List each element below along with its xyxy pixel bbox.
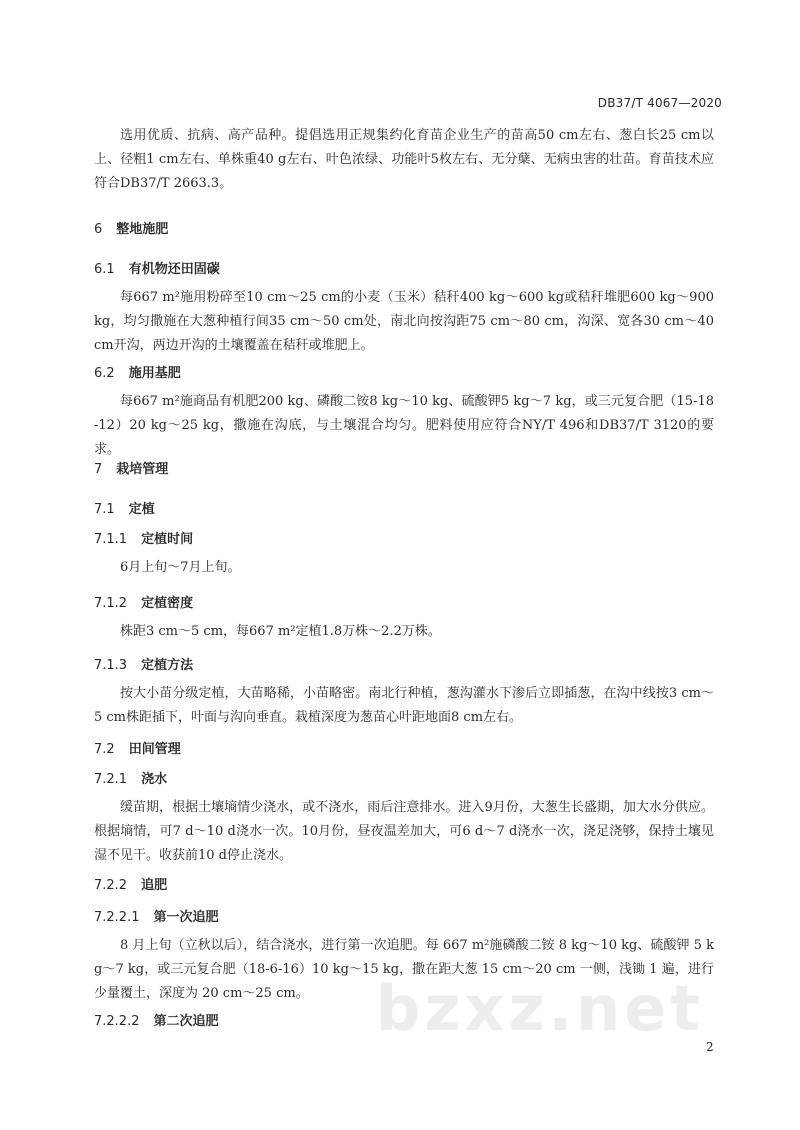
standard-code: DB37/T 4067—2020	[597, 96, 722, 110]
section-number: 7.2.2.1	[94, 910, 140, 925]
section-number: 7	[94, 462, 103, 477]
section-7-2-1-heading	[94, 768, 167, 787]
section-7-2-1-paragraph: 缓苗期，根据土壤墒情少浇水，或不浇水，雨后注意排水。进入9月份，大葱生长盛期，加大水分供应。根据墒情，可7 d～10 d浇水一次。10月份，昼夜温差加大，可6 d～7 d浇水一次，浇足浇够，保持土壤见湿不见干。收获前10 d停止浇水。	[94, 800, 714, 863]
section-title: 整地施肥	[116, 222, 169, 237]
section-number: 7.2	[94, 742, 115, 757]
section-7-1-1-heading	[94, 528, 193, 547]
section-number: 6	[94, 222, 103, 237]
section-7-2-2-1-heading	[94, 906, 219, 925]
section-7-1-1-paragraph: 6月上旬～7月上旬。	[120, 560, 241, 575]
section-title: 定植时间	[141, 532, 194, 547]
intro-paragraph: 选用优质、抗病、高产品种。提倡选用正规集约化育苗企业生产的苗高50 cm左右、葱白长25 cm以上、径粗1 cm左右、单株重40 g左右、叶色浓绿、功能叶5枚左右、无分蘖、无病虫害的壮苗。育苗技术应符合DB37/T 2663.3。	[94, 128, 714, 191]
section-title: 施用基肥	[128, 366, 181, 381]
page-number: 2	[706, 1040, 714, 1054]
section-7-1-3-heading	[94, 654, 193, 673]
section-6-1-heading	[94, 258, 220, 277]
section-7-2-2-heading	[94, 874, 167, 893]
section-6-heading	[94, 218, 168, 237]
section-number: 7.1.1	[94, 532, 128, 547]
section-title: 浇水	[141, 772, 168, 787]
section-7-1-2-paragraph: 株距3 cm～5 cm，每667 m²定植1.8万株～2.2万株。	[120, 624, 441, 639]
section-number: 6.2	[94, 366, 115, 381]
watermark: bzxz.net	[376, 972, 704, 1045]
section-number: 7.2.1	[94, 772, 128, 787]
section-title: 第二次追肥	[153, 1014, 219, 1029]
section-7-heading	[94, 458, 168, 477]
section-number: 7.1.2	[94, 596, 128, 611]
section-7-1-3-paragraph: 按大小苗分级定植，大苗略稀，小苗略密。南北行种植，葱沟灌水下渗后立即插葱，在沟中线按3 cm～5 cm株距插下，叶面与沟向垂直。栽植深度为葱苗心叶距地面8 cm左右。	[94, 686, 714, 725]
section-number: 7.1	[94, 502, 115, 517]
section-number: 7.2.2	[94, 878, 128, 893]
section-title: 定植方法	[141, 658, 194, 673]
section-title: 定植	[128, 502, 155, 517]
section-title: 栽培管理	[116, 462, 169, 477]
section-number: 6.1	[94, 262, 115, 277]
section-7-1-heading	[94, 498, 155, 517]
section-title: 定植密度	[141, 596, 194, 611]
section-title: 第一次追肥	[153, 910, 219, 925]
section-number: 7.2.2.2	[94, 1014, 140, 1029]
section-7-2-2-1-paragraph: 8 月上旬（立秋以后），结合浇水，进行第一次追肥。每 667 m²施磷酸二铵 8 kg～10 kg、硫酸钾 5 kg～7 kg，或三元复合肥（18-6-16）10 kg～15 kg，撒在距大葱 15 cm～20 cm 一侧，浅锄 1 遍，进行少量覆土，深度为 20 cm～25 cm。	[94, 938, 714, 1001]
section-6-2-heading	[94, 362, 181, 381]
section-7-2-heading	[94, 738, 181, 757]
section-7-1-2-heading	[94, 592, 193, 611]
section-6-1-paragraph: 每667 m²施用粉碎至10 cm～25 cm的小麦（玉米）秸秆400 kg～600 kg或秸秆堆肥600 kg～900 kg，均匀撒施在大葱种植行间35 cm～50 cm处，南北向按沟距75 cm～80 cm，沟深、宽各30 cm～40 cm开沟，两边开沟的土壤覆盖在秸秆或堆肥上。	[94, 290, 714, 353]
section-title: 有机物还田固碳	[128, 262, 220, 277]
section-6-2-paragraph: 每667 m²施商品有机肥200 kg、磷酸二铵8 kg～10 kg、硫酸钾5 kg～7 kg，或三元复合肥（15-18-12）20 kg～25 kg，撒施在沟底，与土壤混合均匀。肥料使用应符合NY/T 496和DB37/T 3120的要求。	[94, 394, 714, 457]
section-title: 追肥	[141, 878, 168, 893]
section-7-2-2-2-heading	[94, 1010, 219, 1029]
section-title: 田间管理	[128, 742, 181, 757]
section-number: 7.1.3	[94, 658, 128, 673]
